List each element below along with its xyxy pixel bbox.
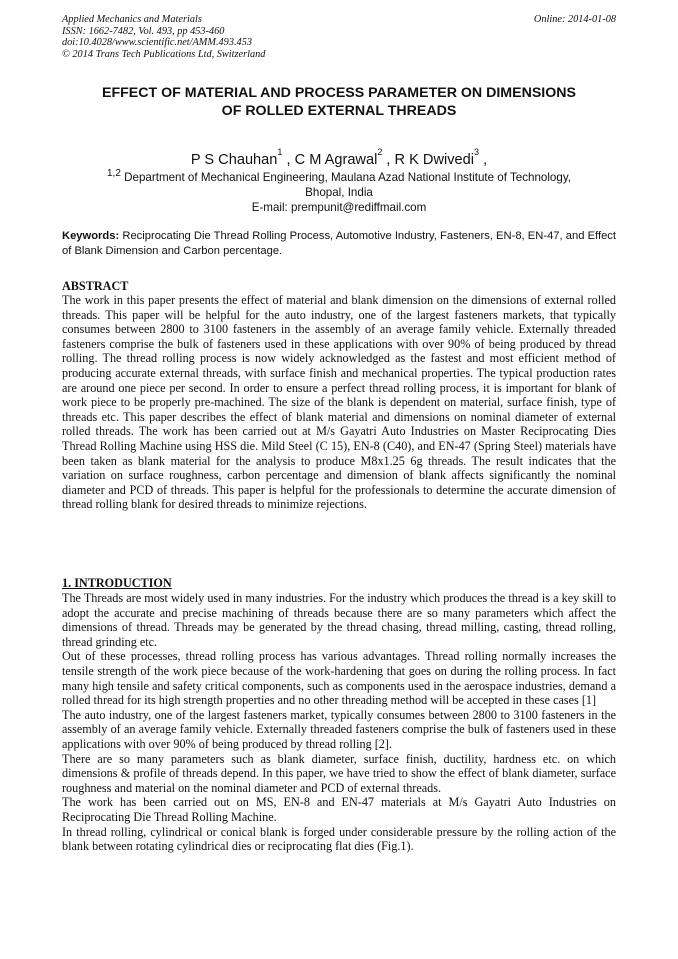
author-email: E-mail: prempunit@rediffmail.com	[251, 200, 427, 214]
keywords-label: Keywords:	[62, 230, 120, 242]
intro-paragraph: Out of these processes, thread rolling process has various advantages. Thread rolling normally increases the tensile strength of the work piece because of the work-hardening that goes on during the rolling process. In fact many high tensile and safety critical components, such as components used in the aerospace industries, demand a rolled thread for its high strength properties and no other threading method will be accepted in these cases [1]	[62, 649, 616, 708]
doi-line: doi:10.4028/www.scientific.net/AMM.493.453	[62, 37, 252, 49]
intro-paragraph: There are so many parameters such as blank diameter, surface finish, ductility, hardness etc. on which dimensions & profile of threads depend. In this paper, we have tried to show the effect of blank diameter, surface roughness and material on the nominal diameter and PCD of external threads.	[62, 751, 616, 795]
author-separator: ,	[282, 151, 291, 168]
affiliation-marks: 1,2	[107, 168, 121, 179]
issn-line: ISSN: 1662-7482, Vol. 493, pp 453-460	[62, 25, 225, 37]
author-name: R K Dwivedi	[394, 151, 475, 168]
author-name: P S Chauhan	[190, 151, 278, 168]
affiliation-line-1: Department of Mechanical Engineering, Maulana Azad National Institute of Technology,	[124, 170, 571, 184]
title-line-1: EFFECT OF MATERIAL AND PROCESS PARAMETER ON DIMENSIONS	[102, 85, 576, 101]
affiliation-line-2: Bhopal, India	[305, 185, 373, 199]
introduction-heading: 1. INTRODUCTION	[62, 576, 172, 590]
author-separator: ,	[479, 151, 488, 168]
introduction-body	[62, 591, 616, 854]
online-date: Online: 2014-01-08	[533, 14, 616, 25]
abstract-heading: ABSTRACT	[62, 279, 129, 293]
intro-paragraph: In thread rolling, cylindrical or conical blank is forged under considerable pressure by the rolling action of the blank between rotating cylindrical dies or reciprocating flat dies (Fig.1).	[62, 824, 616, 854]
paper-title	[62, 84, 616, 120]
author-separator: ,	[382, 151, 391, 168]
copyright-line: © 2014 Trans Tech Publications Ltd, Switzerland	[62, 48, 266, 60]
author-mark: 3	[474, 147, 480, 157]
title-line-2: OF ROLLED EXTERNAL THREADS	[221, 103, 457, 119]
abstract-text: The work in this paper presents the effect of material and blank dimension on the dimensions of external rolled threads. This paper will be helpful for the auto industry, one of the largest fasteners markets, that typically consumes between 2800 to 3100 fasteners in the assembly of an average family vehicle. Externally threaded fasteners comprise the bulk of fasteners used in these applications with over 90% of being produced by thread rolling. The thread rolling process is now widely acknowledged as the fastest and most efficient method of producing accurate external threads, with surface finish and mechanical properties. The typical production rates are around one piece per second. In order to ensure a perfect thread rolling process, it is important for blank of work piece to be properly pre-machined. The size of the blank is dependent on material, surface finish, type of threads etc. This paper describes the effect of blank material and dimensions on nominal diameter of external rolled threads. The work has been carried out at M/s Gayatri Auto Industries on Master Reciprocating Dies Thread Rolling Machine using HSS die. Mild Steel (C 15), EN-8 (C40), and EN-47 (Spring Steel) materials have been taken as blank material for the analysis to produce M8x1.25 6g threads. The result indicates that the variation on surface roughness, carbon percentage and dimension of blank affects significantly the nominal diameter and PCD of threads. This paper is helpful for the professionals to determine the accurate dimension of thread rolling blank for desired threads to minimize rejections.	[62, 293, 616, 512]
author-name: C M Agrawal	[294, 151, 378, 168]
journal-header	[62, 14, 616, 60]
intro-paragraph: The auto industry, one of the largest fasteners market, typically consumes between 2800 to 3100 fasteners in the assembly of an average family vehicle. Externally threaded fasteners comprise the bulk of fasteners used in these applications with over 90% of being produced by thread rolling [2].	[62, 707, 616, 751]
intro-paragraph: The work has been carried out on MS, EN-8 and EN-47 materials at M/s Gayatri Auto Industries on Reciprocating Die Thread Rolling Machine.	[62, 795, 616, 824]
keywords-text: Reciprocating Die Thread Rolling Process, Automotive Industry, Fasteners, EN-8, EN-47, and Effect of Blank Dimension and Carbon percentage.	[62, 230, 617, 257]
keywords-block	[62, 229, 616, 259]
affiliation-block	[62, 166, 616, 215]
journal-name: Applied Mechanics and Materials	[62, 14, 202, 25]
author-mark: 2	[377, 147, 383, 157]
intro-paragraph: The Threads are most widely used in many industries. For the industry which produces the thread is a key skill to adopt the accurate and precise machining of threads because there are so many parameters which affect the dimensions of thread. Threads may be generated by the thread chasing, thread milling, casting, thread rolling, thread grinding etc.	[62, 591, 616, 649]
author-mark: 1	[277, 147, 283, 157]
